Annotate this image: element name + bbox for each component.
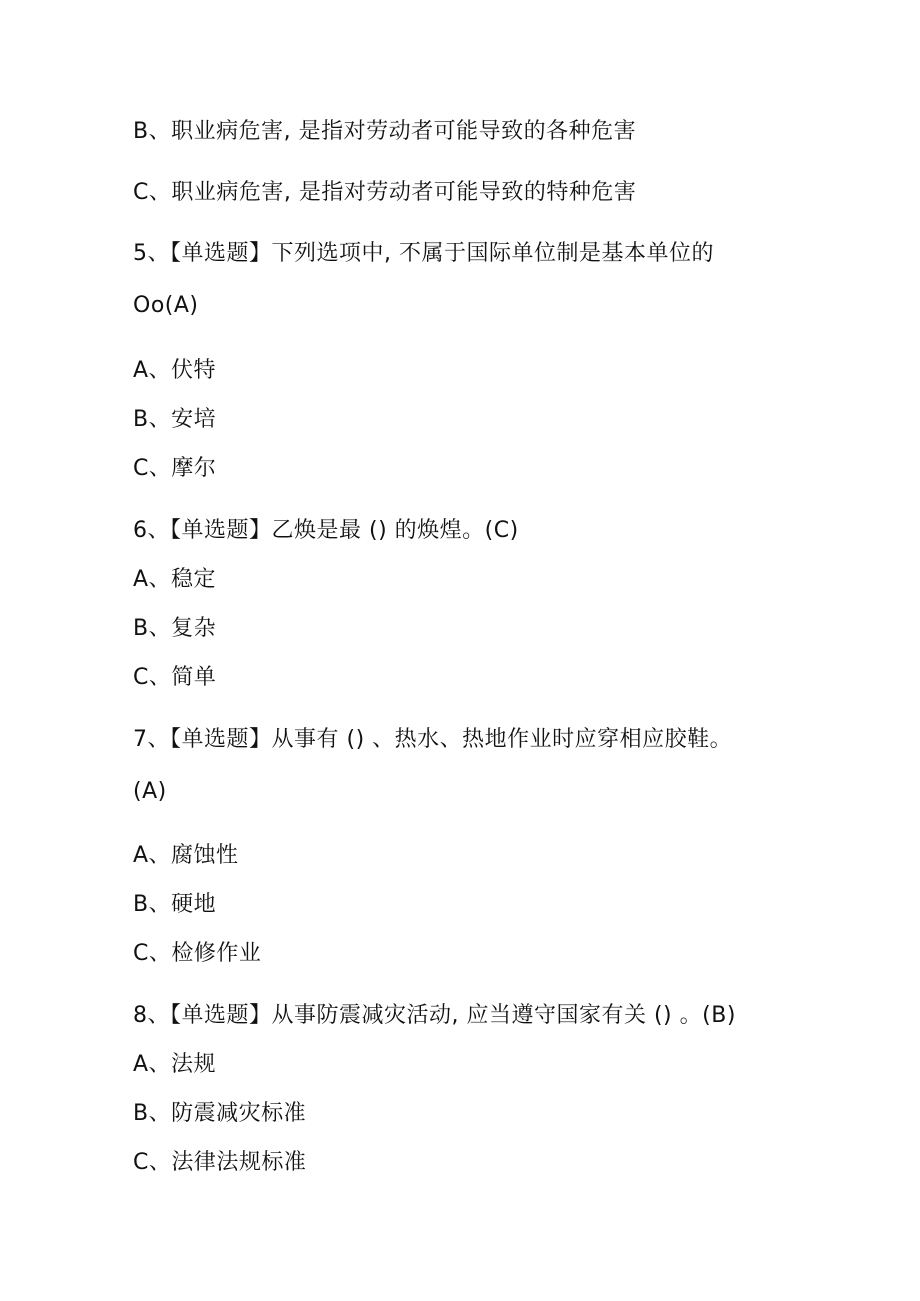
q7-question: 7、【单选题】从事有 () 、热水、热地作业时应穿相应胶鞋。	[133, 727, 733, 752]
q6-question: 6、【单选题】乙焕是最 () 的焕煌。(C)	[133, 518, 519, 543]
q4-option-c: C、职业病危害, 是指对劳动者可能导致的特种危害	[133, 180, 637, 205]
q8-option-a: A、法规	[133, 1052, 217, 1077]
q8-option-c: C、法律法规标准	[133, 1150, 307, 1175]
q8-question: 8、【单选题】从事防震减灾活动, 应当遵守国家有关 () 。(B)	[133, 1003, 736, 1028]
q5-question-continued: Oo(A)	[133, 293, 199, 318]
q7-question-continued: (A)	[133, 779, 167, 804]
q7-option-b: B、硬地	[133, 892, 217, 917]
q7-option-c: C、检修作业	[133, 941, 262, 966]
q7-option-a: A、腐蚀性	[133, 843, 239, 868]
q5-question: 5、【单选题】下列选项中, 不属于国际单位制是基本单位的	[133, 241, 714, 266]
q5-option-c: C、摩尔	[133, 456, 217, 481]
q6-option-a: A、稳定	[133, 567, 217, 592]
q6-option-c: C、简单	[133, 665, 217, 690]
q5-option-a: A、伏特	[133, 358, 217, 383]
q6-option-b: B、复杂	[133, 616, 217, 641]
q5-option-b: B、安培	[133, 407, 217, 432]
q8-option-b: B、防震减灾标准	[133, 1101, 307, 1126]
q4-option-b: B、职业病危害, 是指对劳动者可能导致的各种危害	[133, 119, 637, 144]
